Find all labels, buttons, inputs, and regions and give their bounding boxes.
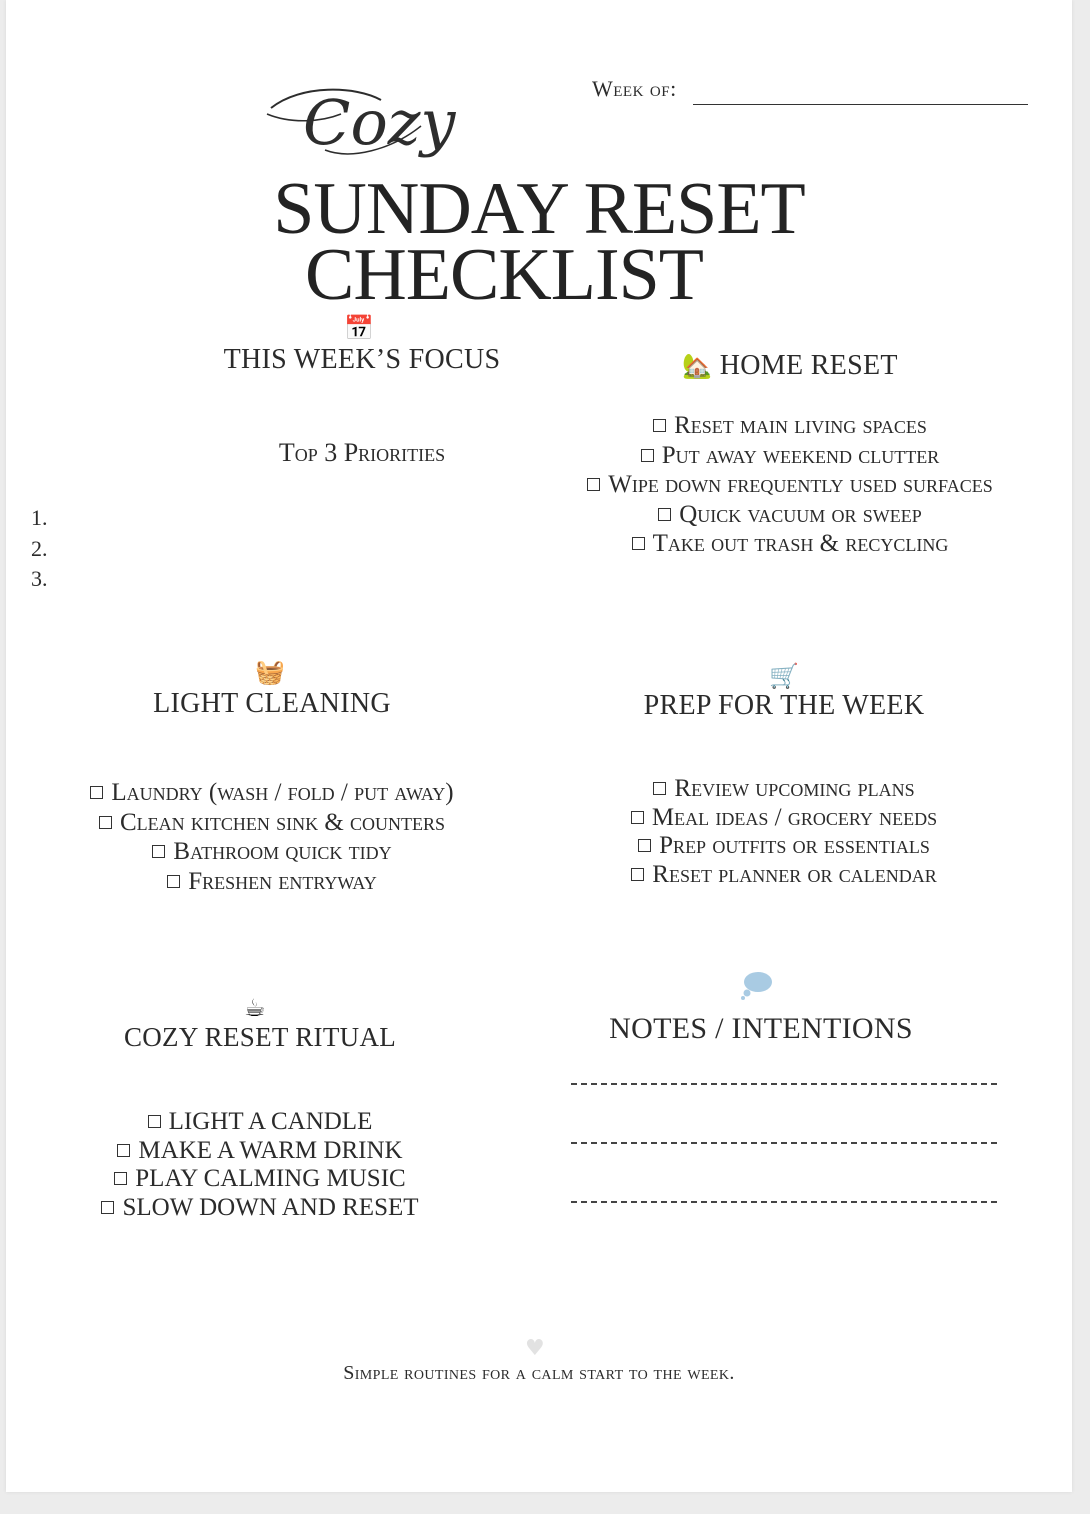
- home-reset-list: [490, 411, 1090, 559]
- checkbox[interactable]: [638, 839, 651, 852]
- hot-drink-icon: ☕: [244, 994, 266, 1022]
- checkbox[interactable]: [117, 1144, 130, 1157]
- ritual-list: [10, 1108, 510, 1222]
- list-item[interactable]: LIGHT A CANDLE: [10, 1108, 510, 1137]
- checkbox[interactable]: [101, 1201, 114, 1214]
- checkbox[interactable]: [631, 811, 644, 824]
- list-item[interactable]: Bathroom quick tidy: [22, 837, 522, 867]
- checkbox[interactable]: [587, 478, 600, 491]
- cozy-logo: [261, 80, 456, 170]
- list-item[interactable]: MAKE A WARM DRINK: [10, 1137, 510, 1166]
- home-reset-title: HOME RESET: [719, 350, 898, 381]
- priorities-list: [31, 503, 48, 595]
- checkbox[interactable]: [631, 868, 644, 881]
- list-item[interactable]: Take out trash & recycling: [490, 529, 1090, 559]
- house-icon: 🏡: [682, 352, 713, 380]
- thought-bubble-icon: [740, 970, 774, 1000]
- light-cleaning-heading: LIGHT CLEANING: [153, 688, 391, 719]
- list-item[interactable]: Quick vacuum or sweep: [490, 500, 1090, 530]
- list-item[interactable]: Review upcoming plans: [534, 775, 1034, 804]
- logo-text: Cozy: [303, 86, 456, 159]
- checkbox[interactable]: [99, 816, 112, 829]
- checkbox[interactable]: [641, 449, 654, 462]
- list-item[interactable]: Reset main living spaces: [490, 411, 1090, 441]
- list-item[interactable]: Reset planner or calendar: [534, 861, 1034, 890]
- priority-number-1: 1.: [31, 505, 48, 530]
- notes-line-3[interactable]: [571, 1201, 997, 1203]
- ritual-heading: COZY RESET RITUAL: [123, 1022, 397, 1052]
- prep-week-heading: PREP FOR THE WEEK: [643, 690, 925, 721]
- checkbox[interactable]: [152, 845, 165, 858]
- checkbox[interactable]: [653, 419, 666, 432]
- home-reset-heading: [590, 350, 990, 382]
- notes-line-2[interactable]: [571, 1142, 997, 1144]
- list-item[interactable]: PLAY CALMING MUSIC: [10, 1165, 510, 1194]
- checkbox[interactable]: [90, 786, 103, 799]
- checkbox[interactable]: [632, 537, 645, 550]
- priorities-heading: Top 3 Priorities: [278, 438, 446, 467]
- notes-heading: NOTES / INTENTIONS: [609, 1012, 913, 1045]
- calendar-icon: 📅: [344, 314, 374, 342]
- list-item[interactable]: Freshen entryway: [22, 867, 522, 897]
- title-line-1: SUNDAY RESET: [273, 168, 805, 250]
- list-item[interactable]: Wipe down frequently used surfaces: [490, 470, 1090, 500]
- priority-number-3: 3.: [31, 566, 48, 591]
- checklist-sheet: [6, 0, 1072, 1492]
- checkbox[interactable]: [148, 1115, 161, 1128]
- checkbox[interactable]: [653, 782, 666, 795]
- week-of-label: Week of:: [592, 76, 677, 101]
- list-item[interactable]: Laundry (wash / fold / put away): [22, 778, 522, 808]
- priority-number-2: 2.: [31, 535, 48, 561]
- week-of-line: [693, 104, 1028, 105]
- list-item[interactable]: Meal ideas / grocery needs: [534, 804, 1034, 833]
- focus-heading: THIS WEEK’S FOCUS: [223, 344, 501, 375]
- checkbox[interactable]: [167, 875, 180, 888]
- checkbox[interactable]: [658, 508, 671, 521]
- list-item[interactable]: Prep outfits or essentials: [534, 832, 1034, 861]
- list-item[interactable]: Put away weekend clutter: [490, 441, 1090, 471]
- heart-icon: ♥: [525, 1336, 545, 1361]
- notes-line-1[interactable]: [571, 1083, 997, 1085]
- list-item[interactable]: Clean kitchen sink & counters: [22, 808, 522, 838]
- basket-icon: 🧺: [255, 658, 285, 686]
- checkbox[interactable]: [114, 1172, 127, 1185]
- footer-tagline: Simple routines for a calm start to the week.: [343, 1362, 735, 1384]
- page-title: [6, 168, 1072, 316]
- title-line-2: CHECKLIST: [305, 234, 703, 316]
- list-item[interactable]: SLOW DOWN AND RESET: [10, 1194, 510, 1223]
- light-cleaning-list: [22, 778, 522, 896]
- prep-week-list: [534, 775, 1034, 889]
- shopping-cart-icon: 🛒: [769, 662, 799, 690]
